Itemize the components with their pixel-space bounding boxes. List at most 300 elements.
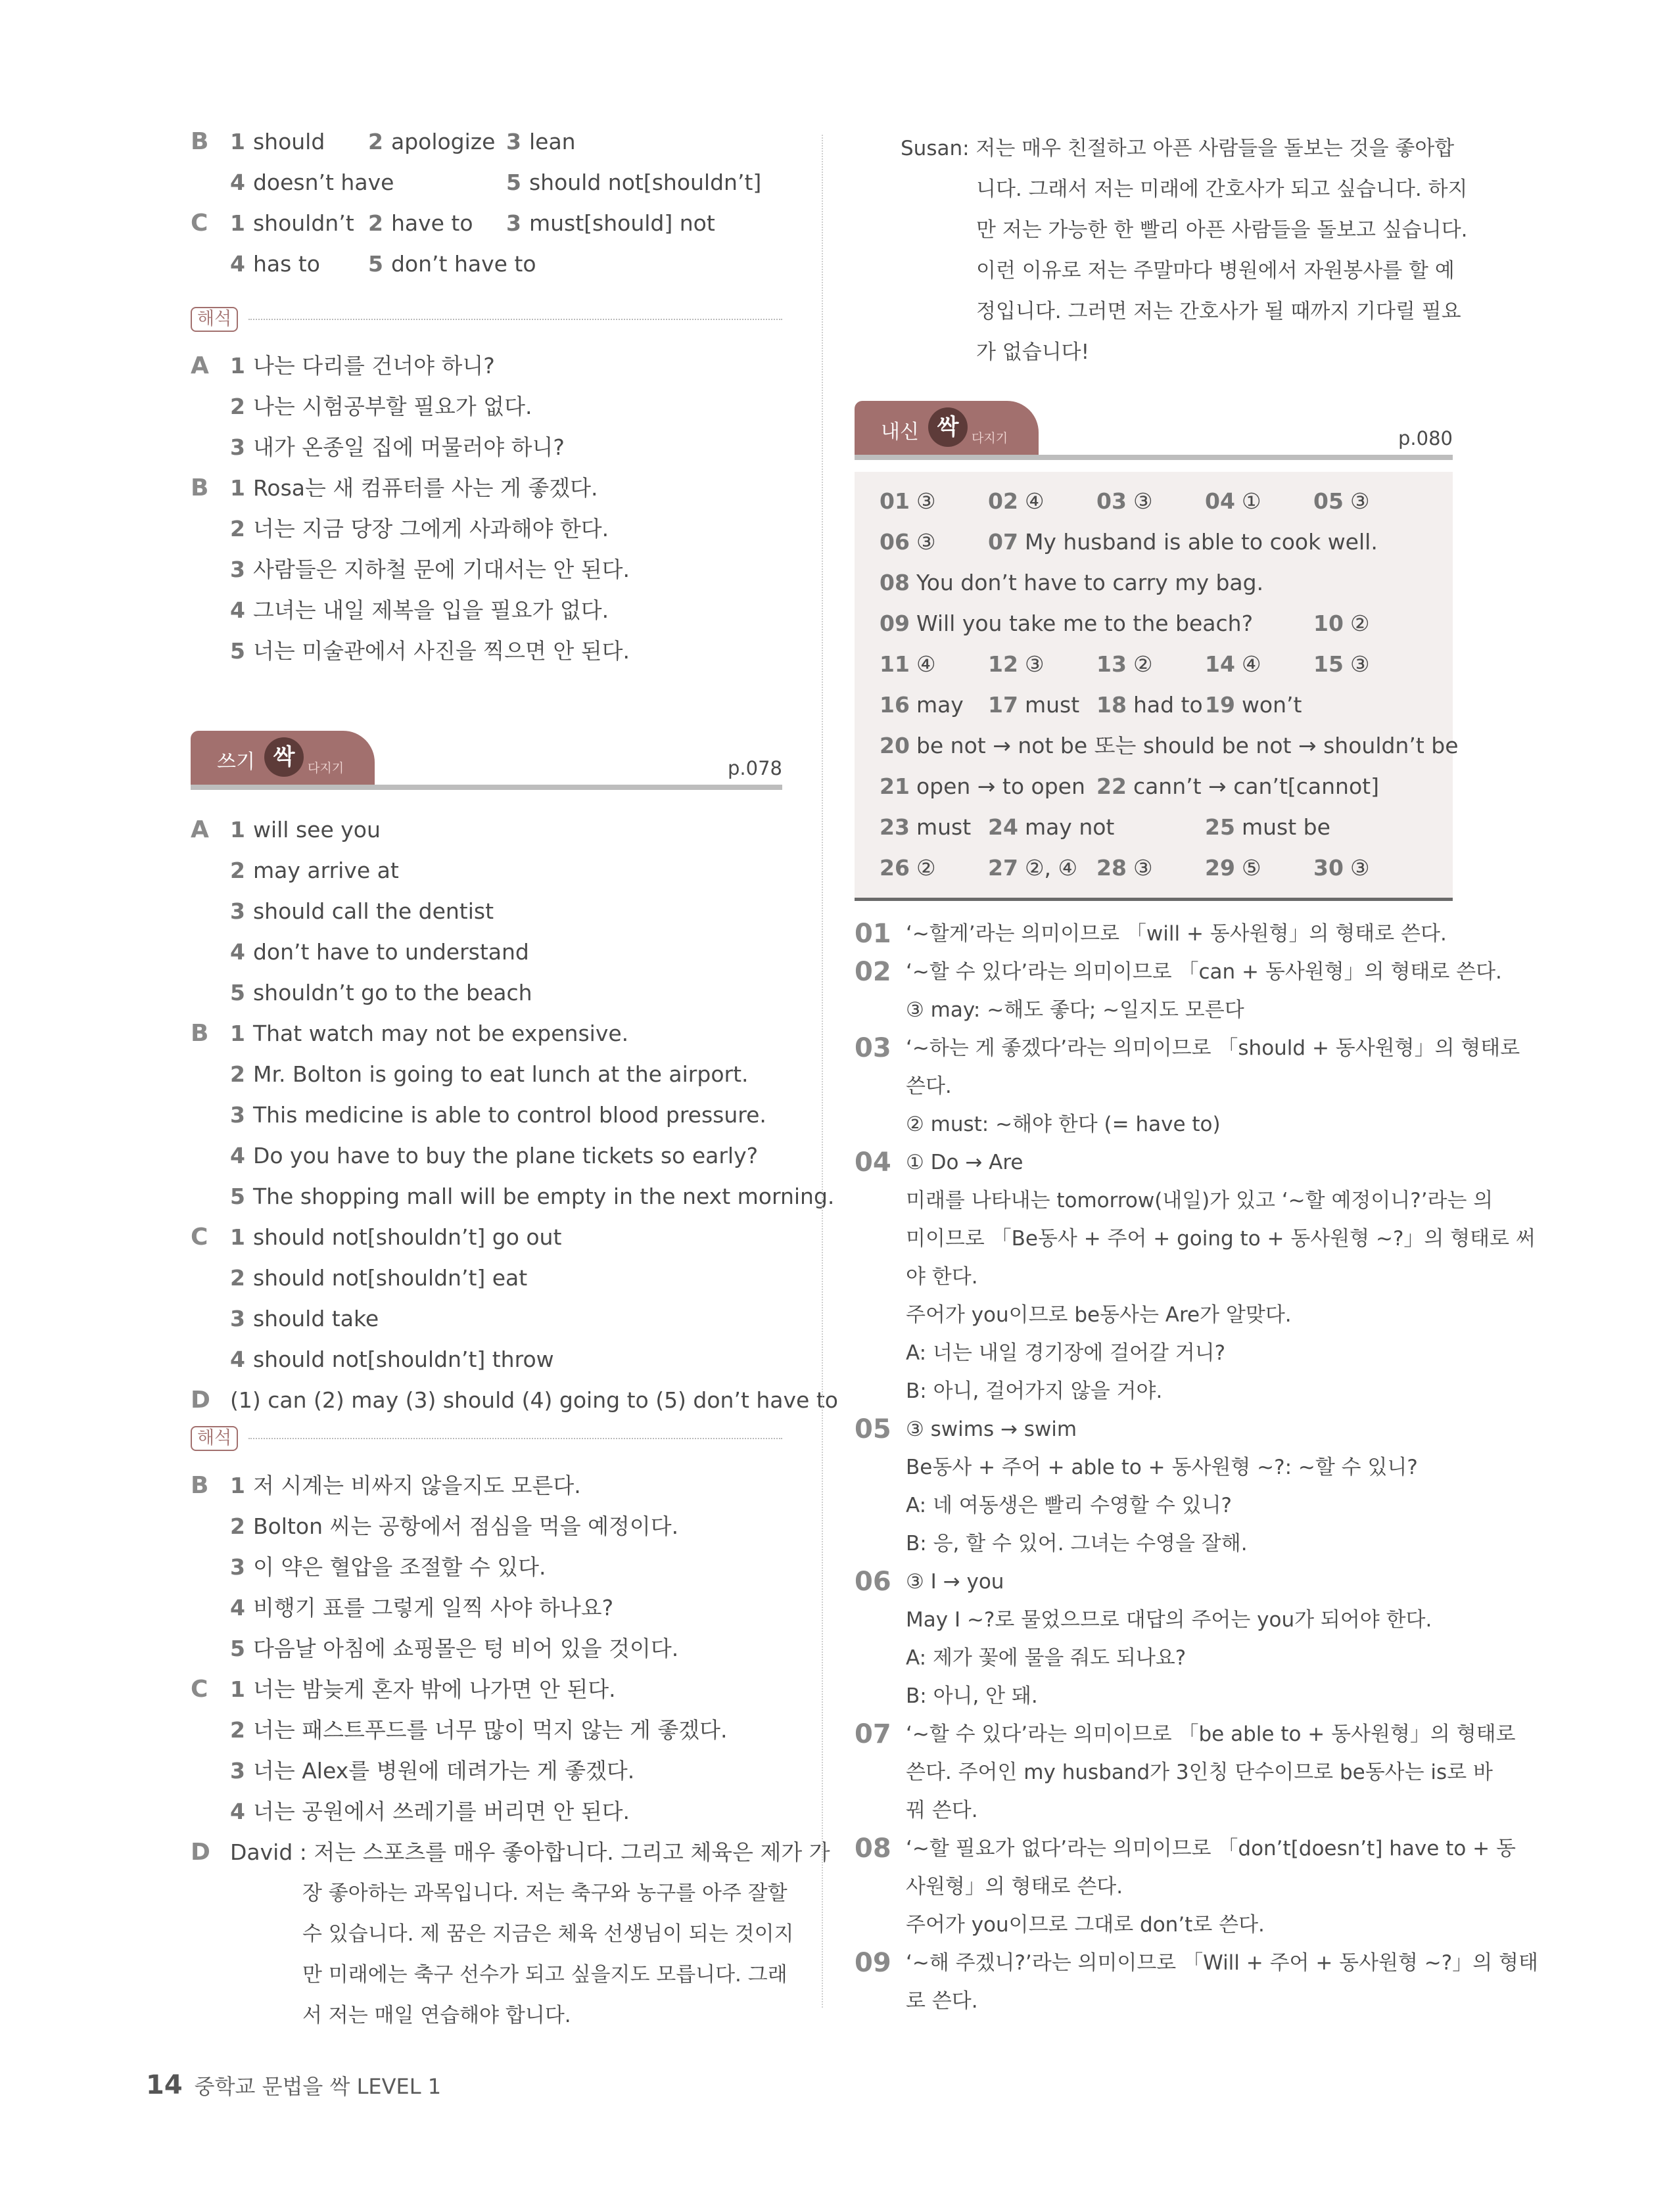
- school-exam-banner: [855, 401, 1453, 460]
- item-number: 30: [1313, 855, 1344, 881]
- row-content: [230, 468, 598, 509]
- list-row: [191, 1095, 782, 1136]
- speaker-name: David :: [230, 1839, 314, 1865]
- answer-text: be not → not be 또는 should be not → shouldn’t be: [916, 733, 1459, 758]
- item-number: 23: [880, 814, 910, 840]
- item-number: 15: [1313, 651, 1344, 677]
- answer-text: should not[shouldn’t]: [529, 170, 762, 195]
- row-text: 이 약은 혈압을 조절할 수 있다.: [252, 1554, 546, 1580]
- explanation-line: 쓴다. 주어인 my husband가 3인칭 단수이므로 be동사는 is로 바: [906, 1761, 1493, 1784]
- item-number: 4: [230, 939, 245, 965]
- item-number: 24: [988, 814, 1018, 840]
- list-row: [191, 1791, 782, 1832]
- row-text: Mr. Bolton is going to eat lunch at the airport.: [252, 1061, 749, 1087]
- answer-text: ②: [1350, 611, 1370, 636]
- item-number: 5: [230, 980, 245, 1005]
- item-number: 05: [1313, 488, 1344, 514]
- list-row: [191, 549, 782, 590]
- answer-text: must be: [1241, 814, 1330, 840]
- item-number: 5: [230, 638, 245, 664]
- item-number: 1: [230, 1021, 245, 1046]
- row-text: 너는 밤늦게 혼자 밖에 나가면 안 된다.: [252, 1676, 616, 1702]
- explanation-line: B: 응, 할 수 있어. 그녀는 수영을 잘해.: [906, 1532, 1248, 1555]
- explanation-line: ③ swims → swim: [906, 1417, 1077, 1441]
- section-letter: C: [191, 1224, 208, 1251]
- answer-text: must: [1024, 692, 1080, 718]
- item-number: 14: [1205, 651, 1235, 677]
- item-number: 3: [230, 1102, 245, 1128]
- answer-item: [880, 848, 936, 888]
- answer-row: [191, 244, 782, 285]
- list-row: [191, 631, 782, 672]
- answer-item: [1096, 685, 1203, 726]
- answer-cell: [368, 203, 473, 244]
- answer-text: apologize: [390, 129, 496, 154]
- item-number: 1: [230, 475, 245, 501]
- item-number: 09: [880, 611, 910, 636]
- answer-key-box: [855, 472, 1459, 901]
- page-reference: p.080: [1398, 427, 1453, 449]
- item-number: 4: [230, 597, 245, 623]
- section-letter: C: [191, 1676, 208, 1703]
- answer-row: [191, 162, 782, 203]
- item-number: 2: [230, 1265, 245, 1291]
- page-footer: [146, 2070, 441, 2100]
- answer-text: Will you take me to the beach?: [916, 611, 1254, 636]
- answer-item: [1096, 766, 1379, 807]
- list-row: [191, 1176, 835, 1217]
- question-number: 08: [855, 1833, 891, 1864]
- question-number: 07: [855, 1719, 891, 1749]
- row-content: [230, 386, 532, 427]
- item-number: 07: [988, 529, 1018, 555]
- item-number: 3: [230, 1758, 245, 1784]
- explanation-line: 야 한다.: [906, 1265, 978, 1289]
- list-row: [191, 1751, 782, 1791]
- section-letter: D: [191, 1387, 210, 1414]
- list-row: [191, 1339, 782, 1380]
- row-content: [230, 1669, 616, 1710]
- item-number: 2: [230, 1061, 245, 1087]
- explanation-line: ① Do → Are: [906, 1151, 1023, 1174]
- row-content: [230, 1136, 758, 1176]
- dialogue-line: 만 저는 가능한 한 빨리 아픈 사람들을 돌보고 싶습니다.: [976, 218, 1468, 242]
- dialogue-line: [901, 128, 1454, 169]
- answer-text: ③: [1024, 651, 1045, 677]
- item-number: 27: [988, 855, 1018, 881]
- dotted-rule: [248, 1438, 782, 1439]
- section-letter: B: [191, 1472, 209, 1499]
- row-text: The shopping mall will be empty in the next morning.: [252, 1184, 835, 1209]
- list-row: [191, 1013, 782, 1054]
- answer-cell: [230, 162, 394, 203]
- dialogue-line: 니다. 그래서 저는 미래에 간호사가 되고 싶습니다. 하지: [976, 177, 1468, 201]
- row-content: [230, 1095, 766, 1136]
- question-number: 03: [855, 1033, 891, 1063]
- row-text: should take: [252, 1306, 379, 1331]
- answer-text: ③: [916, 488, 936, 514]
- answer-cell: [230, 122, 325, 162]
- answer-text: must: [916, 814, 972, 840]
- row-content: [230, 1217, 561, 1258]
- answer-item: [880, 644, 936, 685]
- explanation-line: A: 제가 꽃에 물을 줘도 되나요?: [906, 1646, 1187, 1670]
- list-row: [191, 590, 782, 631]
- item-number: 5: [230, 1636, 245, 1661]
- explanation-line: ‘~할게’라는 의미이므로 「will + 동사원형」의 형태로 쓴다.: [906, 922, 1447, 946]
- item-number: 03: [1096, 488, 1127, 514]
- item-number: 4: [230, 1799, 245, 1824]
- row-content: [230, 1506, 678, 1547]
- banner-circle: 싹: [264, 737, 304, 777]
- translation-label: 해석: [191, 1426, 238, 1451]
- row-content: [230, 1258, 527, 1299]
- translation-label: 해석: [191, 307, 238, 332]
- row-content: [230, 932, 529, 973]
- item-number: 20: [880, 733, 910, 758]
- answer-item: [1205, 481, 1261, 522]
- translation-header: [191, 307, 782, 333]
- list-row: [191, 468, 782, 509]
- row-content: [230, 1547, 546, 1588]
- item-number: 2: [230, 858, 245, 883]
- item-number: 10: [1313, 611, 1344, 636]
- row-text: 그녀는 내일 제복을 입을 필요가 없다.: [252, 597, 609, 623]
- answer-item: [988, 644, 1045, 685]
- explanation-line: ‘~할 필요가 없다’라는 의미이므로 「don’t[doesn’t] have to + 동: [906, 1837, 1516, 1860]
- item-number: 1: [230, 210, 245, 236]
- row-content: [230, 1380, 838, 1421]
- list-row: [191, 891, 782, 932]
- answer-text: has to: [252, 251, 320, 277]
- answer-text: ④: [1241, 651, 1261, 677]
- dialogue-line: 가 없습니다!: [976, 340, 1090, 364]
- answer-text: You don’t have to carry my bag.: [916, 570, 1264, 595]
- list-row: [191, 1299, 782, 1339]
- row-content: [230, 1013, 628, 1054]
- list-row: [191, 1588, 782, 1628]
- answer-item: [880, 603, 1253, 644]
- item-number: 4: [230, 251, 245, 277]
- banner-circle: 싹: [928, 407, 968, 447]
- row-content: [230, 973, 532, 1013]
- row-content: [230, 1339, 554, 1380]
- item-number: 2: [230, 1513, 245, 1539]
- list-row: [191, 1669, 782, 1710]
- answer-text: ①: [1241, 488, 1261, 514]
- question-number: 09: [855, 1948, 891, 1978]
- explanation-line: ‘~할 수 있다’라는 의미이므로 「can + 동사원형」의 형태로 쓴다.: [906, 960, 1502, 984]
- banner-rule: [855, 455, 1453, 460]
- explanation-line: B: 아니, 걸어가지 않을 거야.: [906, 1379, 1163, 1403]
- answer-text: ③: [1350, 651, 1370, 677]
- banner-subtitle: 다지기: [308, 761, 344, 775]
- item-number: 4: [230, 1143, 245, 1168]
- dialogue-line: 서 저는 매일 연습해야 합니다.: [302, 2004, 571, 2027]
- answer-item: [988, 848, 1077, 888]
- item-number: 3: [230, 1306, 245, 1331]
- row-text: Bolton 씨는 공항에서 점심을 먹을 예정이다.: [252, 1513, 679, 1539]
- column-divider: [822, 135, 823, 2008]
- row-content: [230, 1054, 749, 1095]
- list-row: [191, 1136, 782, 1176]
- list-row: [191, 973, 782, 1013]
- item-number: 5: [230, 1184, 245, 1209]
- item-number: 08: [880, 570, 910, 595]
- row-text: Rosa는 새 컴퓨터를 사는 게 좋겠다.: [252, 475, 598, 501]
- explanation-line: 미래를 나타내는 tomorrow(내일)가 있고 ‘~할 예정이니?’라는 의: [906, 1189, 1493, 1212]
- answer-text: ②, ④: [1024, 855, 1078, 881]
- row-content: [230, 891, 494, 932]
- section-letter: A: [191, 816, 209, 843]
- answer-text: ⑤: [1241, 855, 1261, 881]
- row-text: should not[shouldn’t] go out: [252, 1224, 562, 1250]
- explanation-line: A: 너는 내일 경기장에 걸어갈 거니?: [906, 1341, 1226, 1365]
- row-text: 나는 시험공부할 필요가 없다.: [252, 394, 532, 419]
- section-letter: B: [191, 474, 209, 501]
- explanation-line: 사원형」의 형태로 쓴다.: [906, 1875, 1123, 1899]
- banner-tab: [855, 401, 1039, 455]
- item-number: 2: [230, 394, 245, 419]
- answer-text: don’t have to: [390, 251, 536, 277]
- row-text: That watch may not be expensive.: [252, 1021, 629, 1046]
- item-number: 3: [230, 434, 245, 460]
- list-row: [191, 1710, 782, 1751]
- item-number: 5: [506, 170, 521, 195]
- answer-text: ③: [1133, 488, 1153, 514]
- list-row: [191, 932, 782, 973]
- item-number: 1: [230, 817, 245, 842]
- row-content: [230, 850, 399, 891]
- banner-tab: [191, 731, 375, 785]
- row-text: Do you have to buy the plane tickets so early?: [252, 1143, 759, 1168]
- dotted-rule: [248, 319, 782, 320]
- answer-text: doesn’t have: [252, 170, 394, 195]
- answer-cell: [506, 122, 576, 162]
- item-number: 18: [1096, 692, 1127, 718]
- list-row: [191, 386, 782, 427]
- item-number: 13: [1096, 651, 1127, 677]
- row-text: 비행기 표를 그렇게 일찍 사야 하나요?: [252, 1595, 614, 1621]
- row-text: should not[shouldn’t] eat: [252, 1265, 528, 1291]
- section-letter: A: [191, 352, 209, 379]
- item-number: 25: [1205, 814, 1235, 840]
- row-text: This medicine is able to control blood pressure.: [252, 1102, 766, 1128]
- answer-text: ③: [1350, 855, 1370, 881]
- item-number: 22: [1096, 773, 1127, 799]
- explanation-line: ‘~하는 게 좋겠다’라는 의미이므로 「should + 동사원형」의 형태로: [906, 1036, 1520, 1060]
- explanation-line: ② must: ~해야 한다 (= have to): [906, 1113, 1221, 1136]
- answer-item: [1205, 685, 1302, 726]
- answer-text: may not: [1024, 814, 1115, 840]
- list-row: [191, 1465, 782, 1506]
- list-row: [191, 427, 782, 468]
- row-content: [230, 1710, 727, 1751]
- row-content: [230, 1588, 613, 1628]
- answer-text: ②: [1133, 651, 1153, 677]
- row-content: [230, 590, 609, 631]
- answer-text: ③: [916, 529, 936, 555]
- item-number: 29: [1205, 855, 1235, 881]
- row-content: [230, 1628, 678, 1669]
- item-number: 21: [880, 773, 910, 799]
- row-content: [230, 1465, 581, 1506]
- writing-practice-banner: [191, 731, 782, 790]
- answer-text: won’t: [1241, 692, 1302, 718]
- row-content: [230, 346, 495, 386]
- question-number: 01: [855, 919, 891, 949]
- answer-item: [1205, 848, 1261, 888]
- explanation-line: ③ may: ~해도 좋다; ~일지도 모른다: [906, 998, 1244, 1022]
- answer-item: [988, 481, 1045, 522]
- answer-cell: [230, 203, 354, 244]
- row-text: 너는 지금 당장 그에게 사과해야 한다.: [252, 516, 609, 541]
- answer-text: lean: [529, 129, 576, 154]
- list-row: [191, 1547, 782, 1588]
- row-text: may arrive at: [252, 858, 399, 883]
- row-text: shouldn’t go to the beach: [252, 980, 532, 1005]
- row-text: will see you: [252, 817, 381, 842]
- answer-item: [1313, 603, 1370, 644]
- list-row: [191, 850, 782, 891]
- row-text: 저 시계는 비싸지 않을지도 모른다.: [252, 1473, 581, 1498]
- explanation-line: 꿔 쓴다.: [906, 1799, 978, 1822]
- answer-text: open → to open: [916, 773, 1085, 799]
- answer-row: [191, 122, 782, 162]
- item-number: 2: [230, 1717, 245, 1743]
- explanation-line: ‘~할 수 있다’라는 의미이므로 「be able to + 동사원형」의 형태로: [906, 1722, 1516, 1746]
- section-letter: D: [191, 1839, 210, 1866]
- section-letter: B: [191, 128, 209, 155]
- row-text: should call the dentist: [252, 898, 494, 924]
- question-number: 05: [855, 1414, 891, 1444]
- row-content: [230, 1751, 634, 1791]
- dialogue-text: 저는 매우 친절하고 아픈 사람들을 돌보는 것을 좋아합: [976, 137, 1455, 160]
- answer-item: [1313, 644, 1370, 685]
- list-row: [191, 1258, 782, 1299]
- speaker-name: Susan:: [901, 137, 976, 160]
- answer-text: My husband is able to cook well.: [1024, 529, 1378, 555]
- answer-item: [988, 522, 1378, 563]
- answer-text: ④: [1024, 488, 1045, 514]
- row-content: [230, 1791, 630, 1832]
- row-text: 나는 다리를 건너야 하니?: [252, 353, 495, 379]
- answer-text: cann’t → can’t[cannot]: [1133, 773, 1379, 799]
- answer-item: [1096, 848, 1153, 888]
- explanation-line: 미이므로 「Be동사 + 주어 + going to + 동사원형 ~?」의 형태로 써: [906, 1227, 1536, 1251]
- item-number: 1: [230, 1473, 245, 1498]
- answer-text: ④: [916, 651, 936, 677]
- item-number: 3: [230, 898, 245, 924]
- explanation-line: 주어가 you이므로 그대로 don’t로 쓴다.: [906, 1913, 1265, 1937]
- explanation-line: ‘~해 주겠니?’라는 의미이므로 「Will + 주어 + 동사원형 ~?」의 형태: [906, 1951, 1538, 1975]
- answer-cell: [506, 162, 761, 203]
- list-row: [191, 1054, 782, 1095]
- list-row: [191, 1217, 782, 1258]
- row-text: 너는 패스트푸드를 너무 많이 먹지 않는 게 좋겠다.: [252, 1717, 728, 1743]
- row-content: [230, 427, 565, 468]
- dialogue-line: 수 있습니다. 제 꿈은 지금은 체육 선생님이 되는 것이지: [302, 1922, 794, 1946]
- row-text: 내가 온종일 집에 머물러야 하니?: [252, 434, 565, 460]
- answer-cell: [230, 244, 320, 285]
- answer-text: ③: [1133, 855, 1153, 881]
- list-row: [191, 346, 782, 386]
- item-number: 01: [880, 488, 910, 514]
- answer-item: [1205, 807, 1330, 848]
- banner-label: 내신: [881, 421, 919, 444]
- item-number: 4: [230, 1347, 245, 1372]
- dialogue-line: 만 미래에는 축구 선수가 되고 싶을지도 모릅니다. 그래: [302, 1963, 787, 1987]
- answer-text: ③: [1350, 488, 1370, 514]
- list-row: [191, 1628, 782, 1669]
- dialogue-line: 정입니다. 그러면 저는 간호사가 될 때까지 기다릴 필요: [976, 300, 1461, 323]
- page-number: 14: [146, 2070, 183, 2100]
- item-number: 3: [506, 129, 521, 154]
- page-reference: p.078: [728, 757, 782, 779]
- item-number: 3: [230, 1554, 245, 1580]
- answer-item: [1313, 481, 1370, 522]
- item-number: 1: [230, 1224, 245, 1250]
- explanation-line: 주어가 you이므로 be동사는 Are가 알맞다.: [906, 1303, 1292, 1327]
- dialogue-line: 이런 이유로 저는 주말마다 병원에서 자원봉사를 할 예: [976, 259, 1455, 283]
- list-row: [191, 509, 782, 549]
- question-number: 06: [855, 1567, 891, 1597]
- row-text: 너는 Alex를 병원에 데려가는 게 좋겠다.: [252, 1758, 635, 1784]
- explanation-line: 로 쓴다.: [906, 1989, 978, 2013]
- item-number: 4: [230, 1595, 245, 1621]
- item-number: 1: [230, 1676, 245, 1702]
- row-content: [230, 631, 630, 672]
- answer-item: [880, 481, 936, 522]
- row-text: 너는 공원에서 쓰레기를 버리면 안 된다.: [252, 1799, 630, 1824]
- answer-text: shouldn’t: [252, 210, 354, 236]
- banner-label: 쓰기: [217, 750, 255, 773]
- explanation-line: 쓴다.: [906, 1074, 952, 1098]
- item-number: 1: [230, 353, 245, 379]
- explanation-line: B: 아니, 안 돼.: [906, 1684, 1038, 1708]
- answer-text: should: [252, 129, 325, 154]
- answer-text: must[should] not: [529, 210, 715, 236]
- row-content: [230, 549, 630, 590]
- answer-item: [988, 685, 1079, 726]
- section-letter: B: [191, 1020, 209, 1047]
- item-number: 2: [230, 516, 245, 541]
- row-content: [230, 1176, 834, 1217]
- book-title: 중학교 문법을 싹 LEVEL 1: [194, 2074, 442, 2099]
- explanation-line: A: 네 여동생은 빨리 수영할 수 있니?: [906, 1494, 1232, 1517]
- answer-cell: [368, 122, 495, 162]
- item-number: 17: [988, 692, 1018, 718]
- answer-item: [880, 807, 971, 848]
- row-content: [230, 1299, 379, 1339]
- item-number: 19: [1205, 692, 1235, 718]
- explanation-line: Be동사 + 주어 + able to + 동사원형 ~?: ~할 수 있니?: [906, 1456, 1418, 1479]
- item-number: 28: [1096, 855, 1127, 881]
- answer-cell: [368, 244, 536, 285]
- answer-item: [880, 685, 964, 726]
- answer-item: [880, 522, 936, 563]
- answer-item: [988, 807, 1114, 848]
- item-number: 3: [230, 557, 245, 582]
- banner-subtitle: 다지기: [972, 431, 1008, 446]
- answer-item: [880, 726, 1459, 766]
- answer-text: ②: [916, 855, 936, 881]
- answer-text: may: [916, 692, 964, 718]
- item-number: 16: [880, 692, 910, 718]
- dialogue-line: 장 좋아하는 과목입니다. 저는 축구와 농구를 아주 잘할: [302, 1881, 787, 1905]
- question-number: 02: [855, 957, 891, 987]
- explanation-line: May I ~?로 물었으므로 대답의 주어는 you가 되어야 한다.: [906, 1608, 1432, 1632]
